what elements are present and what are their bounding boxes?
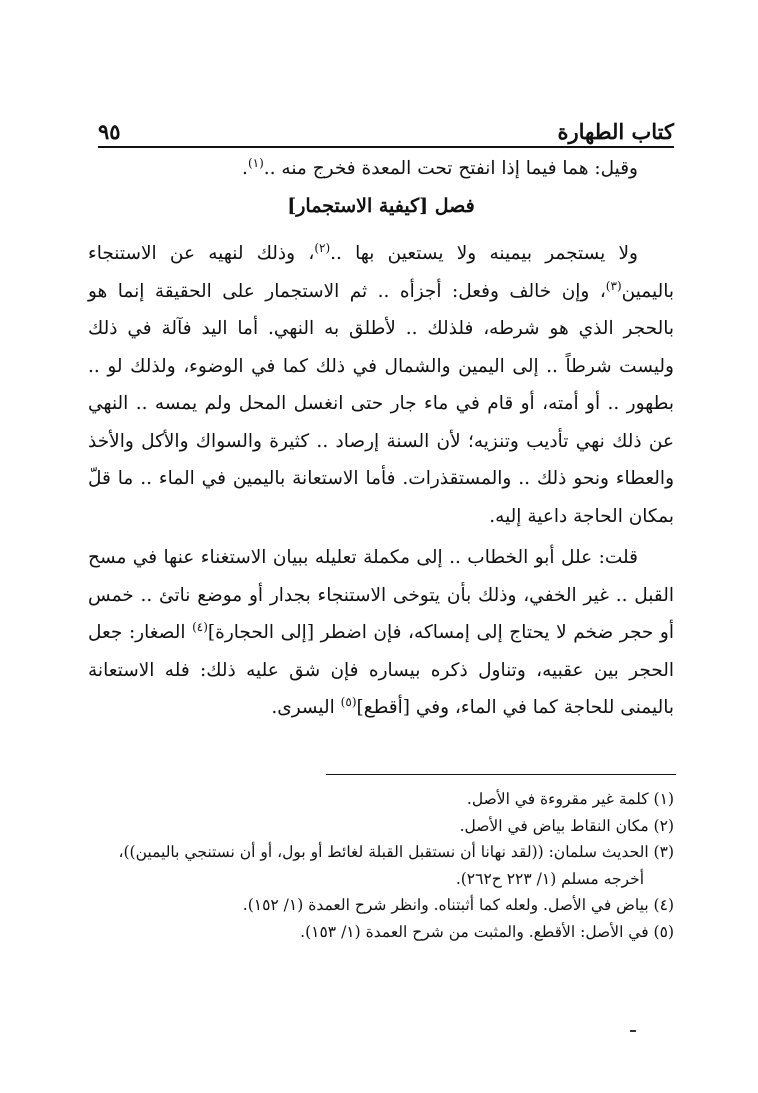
intro-line: وقيل: هما فيما إذا انفتح تحت المعدة فخرج منه ..$^{(١)}$. [242,155,638,179]
chapter-title: كتاب الطهارة [557,119,674,144]
footnote-ref-4: (٤) [192,619,208,634]
paragraph-1-part-b: ، وذلك لنهيه عن الاستنجاء باليمين [88,243,674,302]
page-number: ٩٥ [98,119,121,144]
footnote-ref-1: (١) [247,155,264,170]
footnote-3: (٣) الحديث سلمان: ((لقد نهانا أن نستقبل القبلة لغائط أو بول، أو أن نستنجي باليمين))، [118,843,674,861]
section-heading: فصل [كيفية الاستجمار] [287,194,475,217]
paragraph-2-part-c: اليسرى. [271,697,341,718]
intro-text: وقيل: هما فيما إذا انفتح تحت المعدة فخرج منه .. [263,158,638,179]
paragraph-2-part-b: الصغار: جعل الحجر بين عقبيه، وتناول ذكره بيساره فإن شق عليه ذلك: فله الاستعانة باليمنى للحاجة كما في الماء، وفي [أقطع] [88,622,674,718]
footnote-3-continuation: أخرجه مسلم (١/ ٢٢٣ ح٢٦٢). [455,869,644,888]
footnote-1: (١) كلمة غير مقروءة في الأصل. [466,790,674,808]
paragraph-1-part-c: ، وإن خالف وفعل: أجزأه .. ثم الاستجمار على الحقيقة إنما هو بالحجر الذي هو شرطه، فلذلك .. لأطلق به النهي. أما اليد فآلة في ذلك وليست شرطاً .. إلى اليمين والشمال في ذلك كما في الوضوء، ولذلك لو .. بطهور .. أو أمته، أو قام في ماء جار حتى انغسل المحل ولم يمسه .. النهي عن ذلك نهي تأديب وتنزيه؛ لأن السنة إرصاد .. كثيرة والسواك والأكل والأخذ والعطاء ونحو ذلك .. والمستقذرات. فأما الاستعانة باليمين في الماء .. ما قلّ بمكان الحاجة داعية إليه. [88,280,674,527]
paragraph-1 [88,235,674,535]
footnote-ref-5: (٥) [340,694,357,709]
page-header [98,112,674,144]
scan-mark [630,1030,636,1032]
paragraph-1-part-a: ولا يستجمر بيمينه ولا يستعين بها .. [330,243,638,264]
footnotes [88,786,674,945]
paragraph-2 [88,539,674,727]
footnote-4: (٤) بياض في الأصل. ولعله كما أثبتناه. وانظر شرح العمدة (١/ ١٥٢). [242,896,674,914]
footnote-rule [326,774,676,775]
footnote-2: (٢) مكان النقاط بياض في الأصل. [459,816,674,835]
header-rule [98,146,674,148]
footnote-5: (٥) في الأصل: الأقطع. والمثبت من شرح العمدة (١/ ١٥٣). [300,922,674,941]
footnote-ref-2: (٢) [314,240,331,255]
main-text [88,150,674,727]
footnote-ref-3: (٣) [605,278,622,293]
paragraph-2-part-a: قلت: علل أبو الخطاب .. إلى مكملة تعليله ببيان الاستغناء عنها في مسح القبل .. غير الخفي، وذلك بأن يتوخى الاستنجاء بجدار أو موضع ناتئ .. خمس أو حجر ضخم لا يحتاج إلى إمساكه، فإن اضطر [إلى الحجارة] [88,547,674,643]
